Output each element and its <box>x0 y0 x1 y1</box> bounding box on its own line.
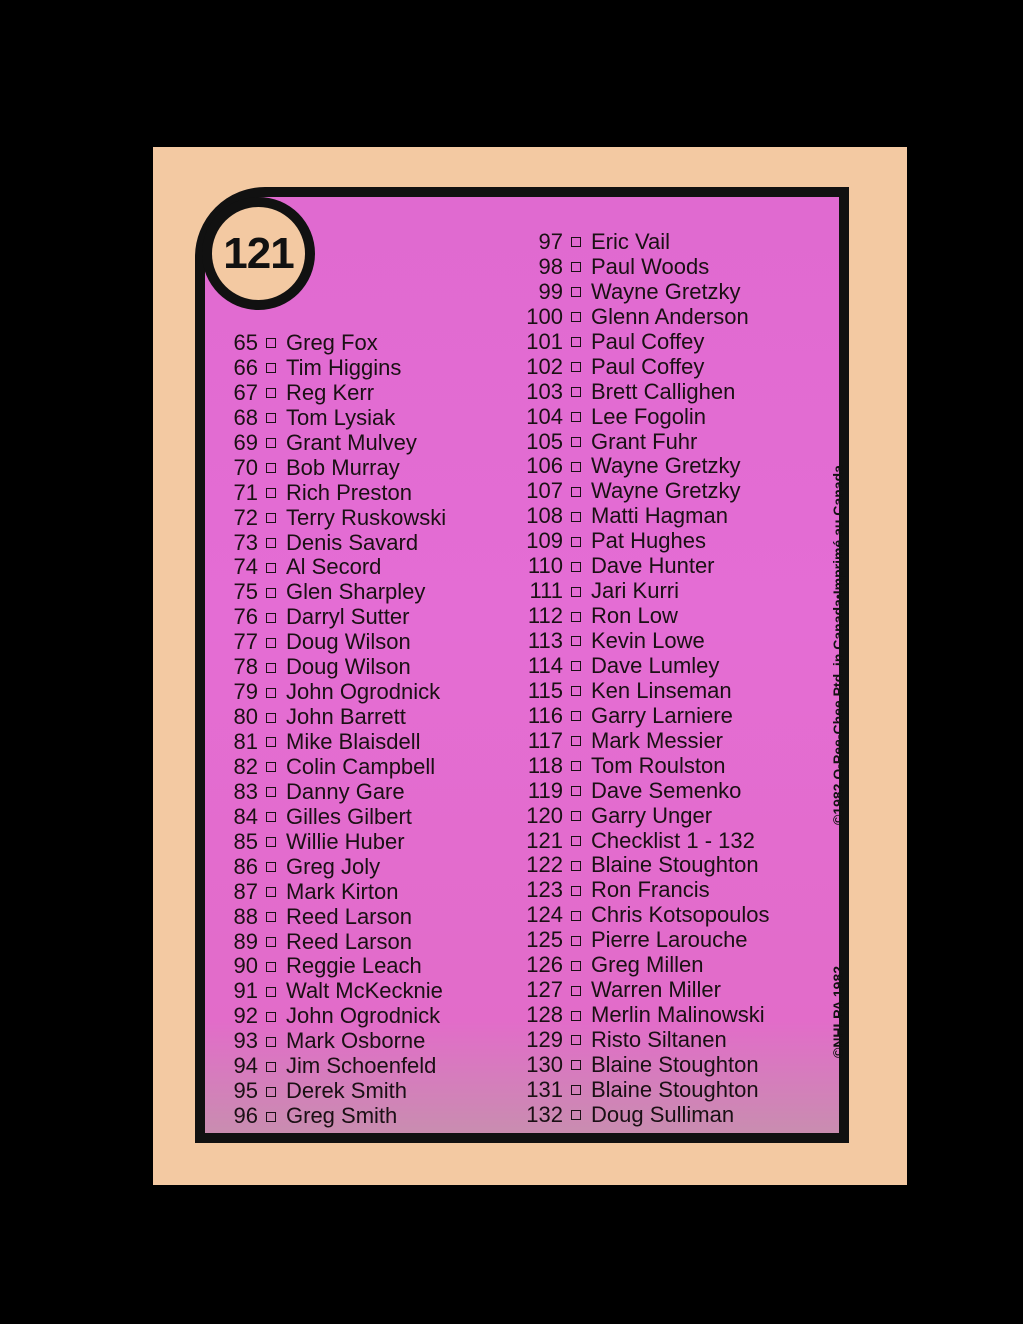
checkbox-icon <box>266 1112 276 1122</box>
entry-player-name: Grant Fuhr <box>591 428 698 454</box>
checklist-entry <box>519 704 770 729</box>
entry-number: 106 <box>526 453 563 479</box>
checkbox-icon <box>266 937 276 947</box>
entry-player-name: Jim Schoenfeld <box>286 1053 437 1079</box>
card-number: 121 <box>212 207 305 300</box>
entry-player-name: Greg Smith <box>286 1103 398 1129</box>
checklist-entry <box>519 878 770 903</box>
entry-number: 108 <box>526 503 563 529</box>
checklist-entry <box>519 454 770 479</box>
checkbox-icon <box>571 412 581 422</box>
checklist-entry <box>519 554 770 579</box>
entry-number: 93 <box>233 1028 258 1054</box>
entry-number: 130 <box>526 1051 563 1077</box>
checklist-entry <box>519 479 770 504</box>
checkbox-icon <box>266 538 276 548</box>
checklist-entry <box>228 655 446 680</box>
checkbox-icon <box>266 588 276 598</box>
entry-player-name: Mike Blaisdell <box>286 729 421 754</box>
checkbox-icon <box>571 387 581 397</box>
entry-number: 79 <box>233 679 258 705</box>
entry-number: 70 <box>233 454 258 480</box>
entry-number: 77 <box>233 629 258 655</box>
entry-player-name: Wayne Gretzky <box>591 453 741 479</box>
entry-number: 81 <box>233 729 258 754</box>
entry-player-name: Terry Ruskowski <box>286 504 447 530</box>
checkbox-icon <box>571 736 581 746</box>
entry-number: 122 <box>526 852 563 878</box>
entry-player-name: Reg Kerr <box>286 379 375 405</box>
entry-number: 124 <box>526 902 563 928</box>
checkbox-icon <box>571 362 581 372</box>
entry-player-name: Dave Lumley <box>591 652 720 678</box>
entry-number: 116 <box>527 702 563 728</box>
entry-player-name: Ken Linseman <box>591 677 732 703</box>
entry-number: 96 <box>233 1103 258 1129</box>
checkbox-icon <box>571 911 581 921</box>
entry-number: 132 <box>526 1101 563 1127</box>
entry-number: 113 <box>527 628 563 653</box>
entry-player-name: Willie Huber <box>286 828 405 854</box>
entry-number: 90 <box>233 953 258 979</box>
checklist-entry <box>228 780 446 805</box>
checkbox-icon <box>571 786 581 796</box>
checkbox-icon <box>571 886 581 896</box>
checkbox-icon <box>266 613 276 623</box>
checklist-entry <box>519 355 770 380</box>
checkbox-icon <box>266 438 276 448</box>
copyright-line: ©1982 O-Pee-Chee Ptd. in Canada•Imprimé au Canada <box>830 465 846 825</box>
entry-player-name: Glenn Anderson <box>591 303 749 329</box>
checklist-entry <box>228 331 446 356</box>
entry-number: 67 <box>233 379 258 405</box>
checklist-entry <box>228 755 446 780</box>
checklist-entry <box>228 1004 446 1029</box>
checklist-entry <box>519 679 770 704</box>
entry-player-name: John Ogrodnick <box>286 679 441 705</box>
entry-player-name: Tom Roulston <box>591 752 726 778</box>
checklist-left-column <box>228 331 446 1129</box>
checklist-entry <box>519 1028 770 1053</box>
checklist-entry <box>519 953 770 978</box>
entry-number: 78 <box>233 654 258 680</box>
entry-player-name: Doug Wilson <box>286 629 411 655</box>
entry-player-name: Derek Smith <box>286 1078 408 1104</box>
entry-player-name: Lee Fogolin <box>591 403 706 429</box>
entry-number: 102 <box>526 353 563 379</box>
checkbox-icon <box>266 862 276 872</box>
checkbox-icon <box>266 812 276 822</box>
entry-player-name: Bob Murray <box>286 454 400 480</box>
checkbox-icon <box>571 1035 581 1045</box>
entry-number: 101 <box>526 328 563 354</box>
entry-player-name: Greg Joly <box>286 853 381 879</box>
entry-player-name: Colin Campbell <box>286 753 436 779</box>
entry-player-name: Paul Coffey <box>591 353 705 379</box>
entry-player-name: Merlin Malinowski <box>591 1002 765 1028</box>
checklist-entry <box>519 430 770 455</box>
entry-number: 105 <box>526 428 563 454</box>
checklist-entry <box>228 680 446 705</box>
checkbox-icon <box>571 612 581 622</box>
entry-player-name: Danny Gare <box>286 778 405 804</box>
entry-player-name: Dave Hunter <box>591 553 715 579</box>
checklist-entry <box>519 829 770 854</box>
entry-number: 82 <box>233 753 258 779</box>
checklist-entry <box>228 930 446 955</box>
entry-number: 114 <box>527 652 563 678</box>
checkbox-icon <box>266 1012 276 1022</box>
checkbox-icon <box>266 413 276 423</box>
checkbox-icon <box>571 661 581 671</box>
entry-player-name: Reggie Leach <box>286 953 422 979</box>
entry-number: 65 <box>233 330 258 355</box>
checklist-entry <box>519 405 770 430</box>
checkbox-icon <box>266 1087 276 1097</box>
checkbox-icon <box>571 312 581 322</box>
checklist-entry <box>519 853 770 878</box>
entry-number: 83 <box>233 778 258 804</box>
checkbox-icon <box>571 936 581 946</box>
checkbox-icon <box>266 338 276 348</box>
entry-number: 97 <box>538 229 563 254</box>
entry-player-name: Doug Sulliman <box>591 1101 735 1127</box>
checkbox-icon <box>571 836 581 846</box>
checkbox-icon <box>266 713 276 723</box>
checkbox-icon <box>266 837 276 847</box>
checklist-entry <box>228 481 446 506</box>
entry-number: 120 <box>526 802 563 828</box>
checkbox-icon <box>571 487 581 497</box>
entry-number: 128 <box>526 1002 563 1028</box>
entry-player-name: Risto Siltanen <box>591 1027 727 1052</box>
entry-player-name: Pat Hughes <box>591 528 706 554</box>
entry-player-name: Dave Semenko <box>591 777 742 803</box>
checklist-entry <box>519 305 770 330</box>
entry-player-name: Greg Millen <box>591 952 704 978</box>
checklist-entry <box>519 230 770 255</box>
checkbox-icon <box>571 1011 581 1021</box>
entry-player-name: Greg Fox <box>286 330 378 355</box>
entry-number: 75 <box>233 579 258 605</box>
entry-player-name: Paul Woods <box>591 253 710 279</box>
checklist-right-column <box>519 230 770 1128</box>
checklist-entry <box>228 979 446 1004</box>
entry-player-name: Pierre Larouche <box>591 927 748 953</box>
entry-number: 127 <box>526 977 563 1003</box>
entry-player-name: Glen Sharpley <box>286 579 426 605</box>
checkbox-icon <box>266 762 276 772</box>
entry-player-name: Matti Hagman <box>591 503 728 529</box>
checkbox-icon <box>266 513 276 523</box>
checkbox-icon <box>571 861 581 871</box>
checklist-entry <box>228 506 446 531</box>
checklist-entry <box>228 406 446 431</box>
entry-number: 131 <box>526 1076 563 1102</box>
entry-number: 112 <box>527 603 563 629</box>
checklist-entry <box>519 903 770 928</box>
checkbox-icon <box>571 337 581 347</box>
entry-player-name: Garry Larniere <box>591 702 733 728</box>
entry-player-name: Tom Lysiak <box>286 404 396 430</box>
entry-player-name: Blaine Stoughton <box>591 852 759 878</box>
entry-number: 94 <box>233 1053 258 1079</box>
entry-player-name: Checklist 1 - 132 <box>591 827 755 853</box>
checkbox-icon <box>266 737 276 747</box>
checklist-entry <box>519 729 770 754</box>
entry-player-name: John Ogrodnick <box>286 1003 441 1029</box>
entry-player-name: Blaine Stoughton <box>591 1051 759 1077</box>
checklist-entry <box>228 830 446 855</box>
checklist-entry <box>519 504 770 529</box>
nhlpa-line: ©NHLPA 1982 <box>830 965 846 1058</box>
checklist-entry <box>519 928 770 953</box>
entry-player-name: Doug Wilson <box>286 654 411 680</box>
entry-number: 74 <box>233 554 258 580</box>
entry-player-name: Tim Higgins <box>286 354 402 380</box>
entry-player-name: Warren Miller <box>591 977 721 1003</box>
checklist-entry <box>228 431 446 456</box>
checklist-entry <box>519 604 770 629</box>
checklist-entry <box>228 630 446 655</box>
checklist-entry <box>228 356 446 381</box>
checklist-entry <box>228 1029 446 1054</box>
entry-number: 109 <box>526 528 563 554</box>
checkbox-icon <box>571 1060 581 1070</box>
entry-player-name: Ron Francis <box>591 877 710 903</box>
entry-number: 88 <box>233 903 258 929</box>
entry-number: 69 <box>233 429 258 455</box>
entry-number: 111 <box>529 578 563 604</box>
entry-player-name: Darryl Sutter <box>286 604 410 630</box>
checklist-entry <box>228 555 446 580</box>
checklist-entry <box>228 1054 446 1079</box>
entry-number: 95 <box>233 1078 258 1104</box>
entry-number: 76 <box>233 604 258 630</box>
entry-player-name: Wayne Gretzky <box>591 478 741 504</box>
entry-player-name: Brett Callighen <box>591 378 736 404</box>
entry-player-name: Paul Coffey <box>591 328 705 354</box>
checklist-entry <box>228 381 446 406</box>
entry-number: 68 <box>233 404 258 430</box>
entry-player-name: Mark Kirton <box>286 878 399 904</box>
entry-player-name: Grant Mulvey <box>286 429 417 455</box>
entry-number: 104 <box>526 403 563 429</box>
entry-number: 123 <box>526 877 563 903</box>
checkbox-icon <box>571 262 581 272</box>
entry-number: 91 <box>233 978 258 1004</box>
entry-player-name: Eric Vail <box>591 229 671 254</box>
checklist-entry <box>228 580 446 605</box>
entry-player-name: Ron Low <box>591 603 678 629</box>
checklist-entry <box>519 804 770 829</box>
checkbox-icon <box>266 912 276 922</box>
entry-number: 85 <box>233 828 258 854</box>
entry-player-name: Reed Larson <box>286 903 412 929</box>
entry-number: 117 <box>527 727 563 753</box>
checklist-entry <box>519 754 770 779</box>
entry-number: 84 <box>233 803 258 829</box>
checkbox-icon <box>266 962 276 972</box>
checklist-entry <box>519 579 770 604</box>
checkbox-icon <box>266 463 276 473</box>
checkbox-icon <box>266 363 276 373</box>
checkbox-icon <box>571 1085 581 1095</box>
entry-number: 103 <box>526 378 563 404</box>
entry-number: 110 <box>527 553 563 579</box>
entry-number: 71 <box>233 479 258 505</box>
checkbox-icon <box>571 287 581 297</box>
checklist-entry <box>228 531 446 556</box>
checklist-entry <box>228 730 446 755</box>
entry-number: 100 <box>526 303 563 329</box>
entry-number: 129 <box>526 1027 563 1052</box>
entry-number: 72 <box>233 504 258 530</box>
entry-number: 121 <box>526 827 563 853</box>
checklist-entry <box>519 629 770 654</box>
entry-player-name: Blaine Stoughton <box>591 1076 759 1102</box>
checkbox-icon <box>571 711 581 721</box>
checklist-entry <box>228 954 446 979</box>
checklist-entry <box>519 330 770 355</box>
entry-number: 80 <box>233 704 258 730</box>
checklist-entry <box>519 978 770 1003</box>
checkbox-icon <box>571 512 581 522</box>
checklist-entry <box>519 255 770 280</box>
checklist-entry <box>228 880 446 905</box>
checkbox-icon <box>266 1062 276 1072</box>
checkbox-icon <box>571 986 581 996</box>
entry-number: 115 <box>527 677 563 703</box>
entry-player-name: Chris Kotsopoulos <box>591 902 770 928</box>
checklist-entry <box>228 905 446 930</box>
entry-number: 107 <box>526 478 563 504</box>
checkbox-icon <box>266 563 276 573</box>
checkbox-icon <box>571 562 581 572</box>
entry-player-name: Denis Savard <box>286 529 419 555</box>
entry-player-name: Kevin Lowe <box>591 628 705 653</box>
checkbox-icon <box>571 537 581 547</box>
checkbox-icon <box>571 237 581 247</box>
entry-number: 126 <box>526 952 563 978</box>
checklist-entry <box>519 280 770 305</box>
entry-player-name: Rich Preston <box>286 479 412 505</box>
entry-player-name: Al Secord <box>286 554 382 580</box>
checkbox-icon <box>266 488 276 498</box>
entry-number: 86 <box>233 853 258 879</box>
checklist-entry <box>228 1104 446 1129</box>
checkbox-icon <box>571 961 581 971</box>
checkbox-icon <box>266 388 276 398</box>
checkbox-icon <box>266 638 276 648</box>
checkbox-icon <box>571 761 581 771</box>
entry-player-name: Walt McKecknie <box>286 978 443 1004</box>
entry-player-name: Mark Osborne <box>286 1028 426 1054</box>
entry-number: 87 <box>233 878 258 904</box>
entry-number: 98 <box>538 253 563 279</box>
checklist-entry <box>228 1079 446 1104</box>
entry-number: 89 <box>233 928 258 954</box>
entry-number: 125 <box>526 927 563 953</box>
checklist-entry <box>228 605 446 630</box>
checklist-entry <box>228 456 446 481</box>
checkbox-icon <box>266 663 276 673</box>
entry-number: 118 <box>527 752 563 778</box>
entry-number: 119 <box>527 777 563 803</box>
entry-player-name: John Barrett <box>286 704 406 730</box>
checkbox-icon <box>571 437 581 447</box>
entry-number: 99 <box>538 278 563 304</box>
checkbox-icon <box>266 887 276 897</box>
checkbox-icon <box>571 462 581 472</box>
checklist-card <box>153 147 907 1185</box>
checkbox-icon <box>571 686 581 696</box>
checklist-entry <box>519 380 770 405</box>
entry-player-name: Gilles Gilbert <box>286 803 412 829</box>
checkbox-icon <box>266 987 276 997</box>
checklist-entry <box>519 779 770 804</box>
entry-player-name: Reed Larson <box>286 928 412 954</box>
checkbox-icon <box>571 587 581 597</box>
entry-number: 66 <box>233 354 258 380</box>
checkbox-icon <box>571 1110 581 1120</box>
checklist-entry <box>519 1103 770 1128</box>
card-number-badge <box>202 197 315 310</box>
entry-player-name: Mark Messier <box>591 727 724 753</box>
checklist-entry <box>519 1078 770 1103</box>
checklist-entry <box>519 529 770 554</box>
checkbox-icon <box>266 787 276 797</box>
checkbox-icon <box>266 1037 276 1047</box>
entry-player-name: Jari Kurri <box>591 578 680 604</box>
entry-player-name: Wayne Gretzky <box>591 278 741 304</box>
checklist-entry <box>519 1053 770 1078</box>
entry-number: 73 <box>233 529 258 555</box>
checklist-entry <box>228 705 446 730</box>
entry-number: 92 <box>233 1003 258 1029</box>
checklist-entry <box>519 654 770 679</box>
checklist-entry <box>228 805 446 830</box>
checkbox-icon <box>571 636 581 646</box>
entry-player-name: Garry Unger <box>591 802 713 828</box>
checkbox-icon <box>266 688 276 698</box>
checklist-entry <box>519 1003 770 1028</box>
checkbox-icon <box>571 811 581 821</box>
checklist-entry <box>228 855 446 880</box>
